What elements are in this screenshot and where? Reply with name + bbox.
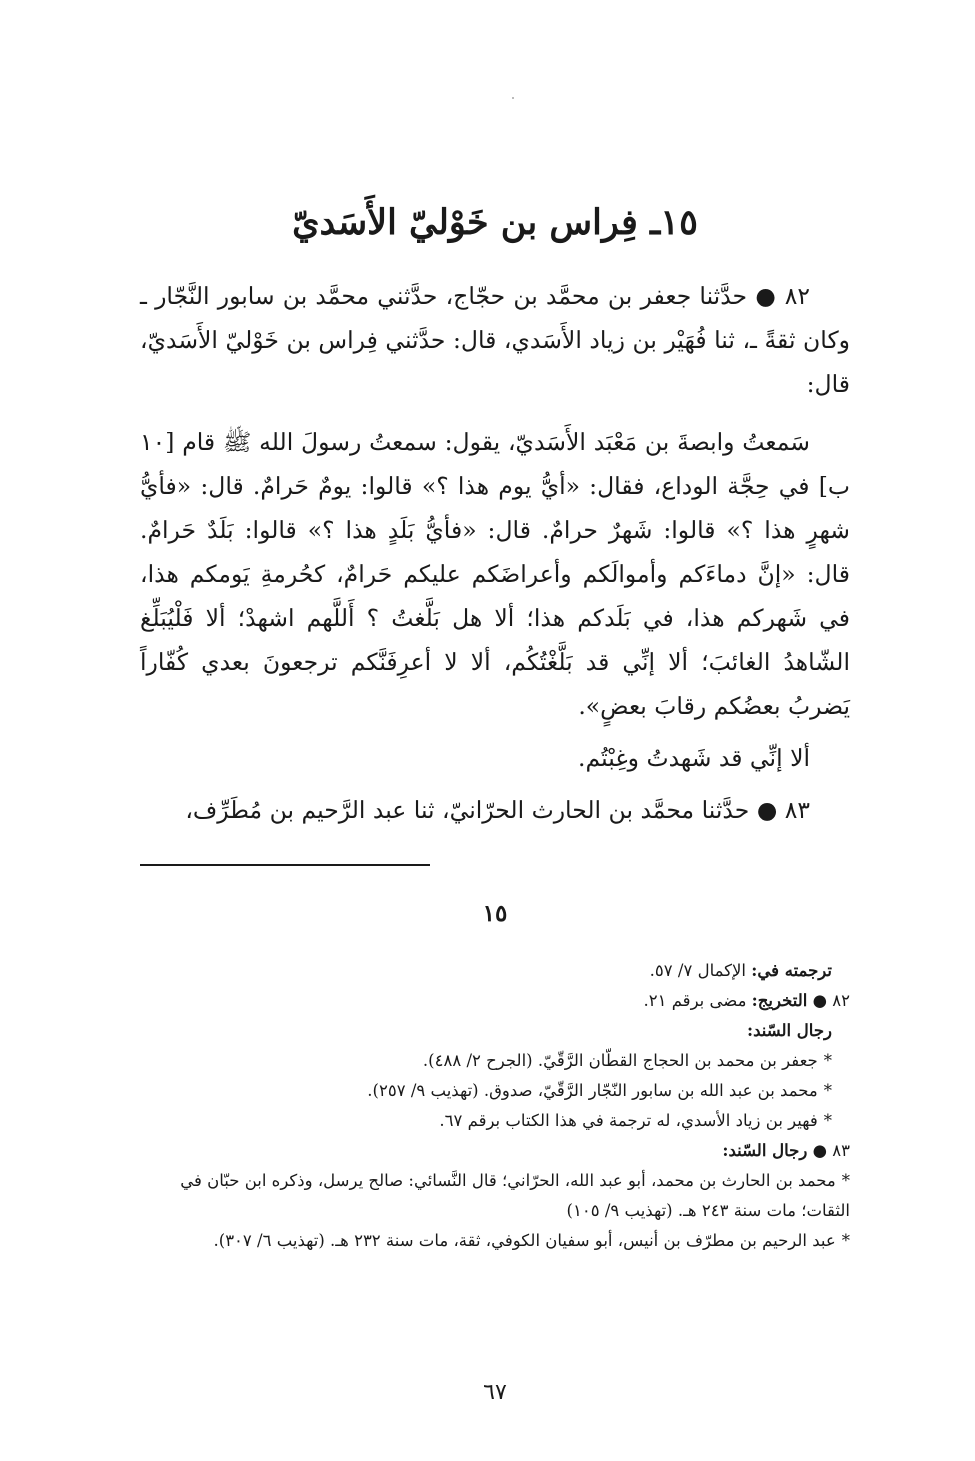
footnote-text: مضى برقم ٢١. — [643, 991, 747, 1010]
footnote-text: محمد بن عبد الله بن سابور النّجّار الرَّقّيّ، صدوق. (تهذيب ٩/ ٢٥٧). — [367, 1081, 818, 1100]
asterisk-icon: * — [823, 1081, 832, 1100]
footnote-narrator — [140, 1076, 850, 1106]
footnote-narrator — [140, 1166, 850, 1226]
hadith-number: ٨٣ — [784, 796, 810, 824]
footnote-number: ٨٣ — [832, 1141, 850, 1160]
footnote-text: فهير بن زياد الأسدي، له ترجمة في هذا الكتاب برقم ٦٧. — [439, 1111, 818, 1130]
footnote-number: ٨٢ — [832, 991, 850, 1010]
hadith-83-isnad — [140, 788, 850, 832]
footnote-bullet: ● — [812, 991, 828, 1010]
isnad-text: حدَّثنا محمَّد بن الحارث الحرّانيّ، ثنا عبد الرَّحيم بن مُطَرِّف، — [185, 796, 750, 824]
hadith-82-isnad — [140, 274, 850, 406]
footnote-rijal-83 — [140, 1136, 850, 1166]
chapter-title: ١٥ـ فِراس بن خَوْليّ الأَسَديّ — [292, 202, 698, 243]
hadith-bullet: ● — [755, 282, 777, 310]
isnad-text: حدَّثنا جعفر بن محمَّد بن حجّاج، حدَّثني محمَّد بن سابور النَّجّار ـ وكان ثقةً ـ، ثنا فُهَيْر بن زياد الأَسَدي، قال: حدَّثني فِراس بن خَوْليّ الأَسَديّ، قال: — [140, 282, 850, 398]
footnote-divider — [140, 864, 430, 866]
hadith-82-matn: سَمعتُ وابصةَ بن مَعْبَد الأَسَديّ، يقول: سمعتُ رسولَ الله ﷺ قام [١٠ ب] في حِجَّة الوداع، فقال: «أيُّ يوم هذا ؟» قالوا: يومٌ حَرامٌ. قال: «فأيُّ شهرٍ هذا ؟» قالوا: شَهرٌ حرامٌ. قال: «فأيُّ بَلَدٍ هذا ؟» قالوا: بَلَدٌ حَرامٌ. قال: «إنَّ دماءَكم وأموالَكم وأعراضَكم عليكم حَرامٌ، كحُرمةِ يَومكم هذا، في شَهركم هذا، في بَلَدكم هذا؛ ألا هل بَلَّغتُ ؟ أَللَّهم اشهدْ؛ ألا فَلْيُبَلِّغ الشّاهدُ الغائبَ؛ ألا إنِّي قد بَلَّغْتُكُم، ألا لا أعرِفَنَّكم ترجعونَ بعدي كُفّاراً يَضربُ بعضُكم رقابَ بعضٍ». — [140, 428, 850, 720]
footnote-bullet: ● — [812, 1141, 828, 1160]
hadith-number: ٨٢ — [784, 282, 810, 310]
asterisk-icon: * — [823, 1111, 832, 1130]
footnote-tarjama — [140, 956, 850, 986]
footnote-takhrij-82 — [140, 986, 850, 1016]
footnote-narrator — [140, 1046, 850, 1076]
hadith-82-ending: ألا إنِّي قد شَهدتُ وغِبْتُم. — [578, 744, 810, 772]
footnote-text: محمد بن الحارث بن محمد، أبو عبد الله، الحرّاني؛ قال النَّسائي: صالح يرسل، وذكره ابن حبّان في الثقات؛ مات سنة ٢٤٣ هـ. (تهذيب ٩/ ١٠٥) — [180, 1171, 850, 1220]
footnote-label: التخريج: — [751, 991, 808, 1010]
footnote-label: ترجمته في: — [751, 961, 832, 980]
page-speck — [512, 97, 514, 99]
footnote-text: جعفر بن محمد بن الحجاج القطّان الرَّقّيّ. (الجرح ٢/ ٤٨٨). — [422, 1051, 818, 1070]
asterisk-icon: * — [823, 1051, 832, 1070]
footnotes — [140, 956, 850, 1256]
asterisk-icon: * — [841, 1171, 850, 1190]
footnote-marker: ١٥ — [482, 900, 508, 927]
footnote-label: رجال السّند: — [722, 1141, 808, 1160]
asterisk-icon: * — [841, 1231, 850, 1250]
footnote-text: عبد الرحيم بن مطرّف بن أنيس، أبو سفيان الكوفي، ثقة، مات سنة ٢٣٢ هـ. (تهذيب ٦/ ٣٠٧). — [213, 1231, 836, 1250]
footnote-text: الإكمال ٧/ ٥٧. — [649, 961, 746, 980]
footnote-label: رجال السّند: — [747, 1021, 832, 1040]
footnote-narrator — [140, 1106, 850, 1136]
hadith-bullet: ● — [756, 796, 778, 824]
footnote-narrator — [140, 1226, 850, 1256]
page-number: ٦٧ — [483, 1380, 507, 1405]
footnote-rijal-label — [140, 1016, 850, 1046]
main-text — [140, 274, 850, 832]
book-page — [140, 0, 850, 1461]
